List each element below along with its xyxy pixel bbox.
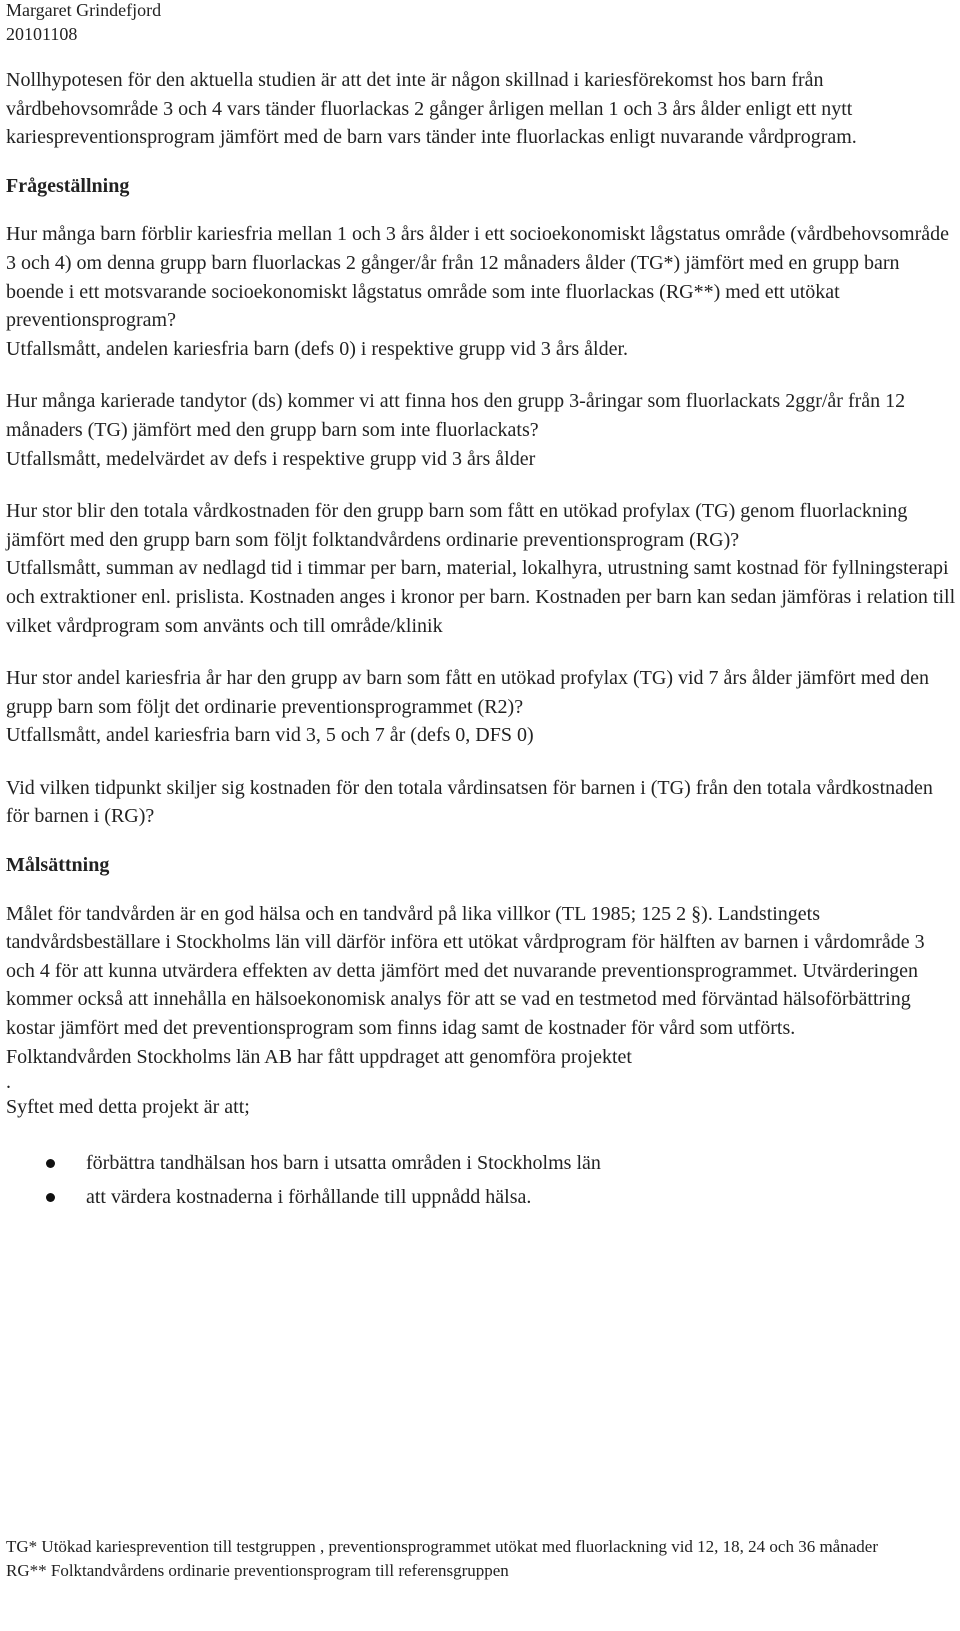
document-date: 20101108 <box>6 24 78 44</box>
footnote-tg: TG* Utökad kariesprevention till testgruppen , preventionsprogrammet utökat med fluorlackning vid 12, 18, 24 och 36 månader <box>6 1537 878 1556</box>
question-3: Hur stor blir den totala vårdkostnaden för den grupp barn som fått en utökad profylax (TG) genom fluorlackning jämfört med den grupp barn som följt folktandvårdens ordinarie preventionsprogram (RG)? <box>6 500 908 551</box>
purpose-intro: Syftet med detta projekt är att; <box>6 1096 250 1119</box>
footnotes <box>6 1535 956 1583</box>
question-4-outcome: Utfallsmått, andel kariesfria barn vid 3, 5 och 7 år (defs 0, DFS 0) <box>6 724 534 747</box>
stray-period: . <box>6 1071 11 1094</box>
question-2-outcome: Utfallsmått, medelvärdet av defs i respektive grupp vid 3 års ålder <box>6 447 536 470</box>
bullet-icon <box>46 1193 55 1202</box>
list-item-text: förbättra tandhälsan hos barn i utsatta områden i Stockholms län <box>86 1151 601 1174</box>
document-header <box>6 0 956 46</box>
question-1-outcome: Utfallsmått, andelen kariesfria barn (defs 0) i respektive grupp vid 3 års ålder. <box>6 337 629 360</box>
question-5: Vid vilken tidpunkt skiljer sig kostnaden för den totala vårdinsatsen för barnen i (TG) från den totala vårdkostnaden för barnen i (RG)? <box>6 776 933 828</box>
footnote-rg: RG** Folktandvårdens ordinarie preventionsprogram till referensgruppen <box>6 1561 509 1580</box>
list-item-text: att värdera kostnaderna i förhållande till uppnådd hälsa. <box>86 1185 532 1208</box>
author-name: Margaret Grindefjord <box>6 0 162 20</box>
document-page <box>6 0 956 1214</box>
question-1: Hur många barn förblir kariesfria mellan 1 och 3 års ålder i ett socioekonomiskt lågstatus område (vårdbehovsområde 3 och 4) om denna grupp barn fluorlackas 2 gånger/år från 12 månaders ålder (TG*) jämfört med en grupp barn boende i ett motsvarande socioekonomiskt lågstatus område som inte fluorlackas (RG**) med ett utökat preventionsprogram? <box>6 223 950 332</box>
assignment-paragraph: Folktandvården Stockholms län AB har fått uppdraget att genomföra projektet <box>6 1045 632 1068</box>
question-2: Hur många karierade tandytor (ds) kommer vi att finna hos den grupp 3-åringar som fluorlackats 2ggr/år från 12 månaders (TG) jämfört med den grupp barn som inte fluorlackats? <box>6 390 906 441</box>
null-hypothesis-paragraph: Nollhypotesen för den aktuella studien är att det inte är någon skillnad i kariesförekomst hos barn från vårdbehovsområde 3 och 4 vars tänder fluorlackas 2 gånger årligen mellan 1 och 3 års ålder enligt ett nytt kariespreventionsprogram jämfört med de barn vars tänder inte fluorlackas enligt nuvarande vårdprogram. <box>6 69 857 149</box>
question-4: Hur stor andel kariesfria år har den grupp av barn som fått en utökad profylax (TG) vid 7 års ålder jämfört med den grupp barn som följt det ordinarie preventionsprogrammet (R2)? <box>6 667 930 718</box>
question-3-outcome: Utfallsmått, summan av nedlagd tid i timmar per barn, material, lokalhyra, utrustning samt kostnad för fyllningsterapi och extraktioner enl. prislista. Kostnaden anges i kronor per barn. Kostnaden per barn kan sedan jämföras i relation till vilket vårdprogram som använts och till område/klinik <box>6 557 956 637</box>
bullet-icon <box>46 1159 55 1168</box>
list-item <box>6 1146 956 1180</box>
list-item <box>6 1180 956 1214</box>
purpose-list <box>6 1146 956 1214</box>
malsattning-paragraph: Målet för tandvården är en god hälsa och en tandvård på lika villkor (TL 1985; 125 2 §). Landstingets tandvårdsbeställare i Stockholms län vill därför införa ett utökat vårdprogram för hälften av barnen i vårdområde 3 och 4 för att kunna utvärdera effekten av detta jämfört med det nuvarande preventionsprogrammet. Utvärderingen kommer också att innehålla en hälsoekonomisk analys för att se vad en testmetod med förväntad hälsoförbättring kostar jämfört med det preventionsprogram som finns idag samt de kostnader för vård som utförts. <box>6 902 925 1040</box>
section-heading-malsattning: Målsättning <box>6 854 110 877</box>
section-heading-fragestallning: Frågeställning <box>6 174 130 197</box>
